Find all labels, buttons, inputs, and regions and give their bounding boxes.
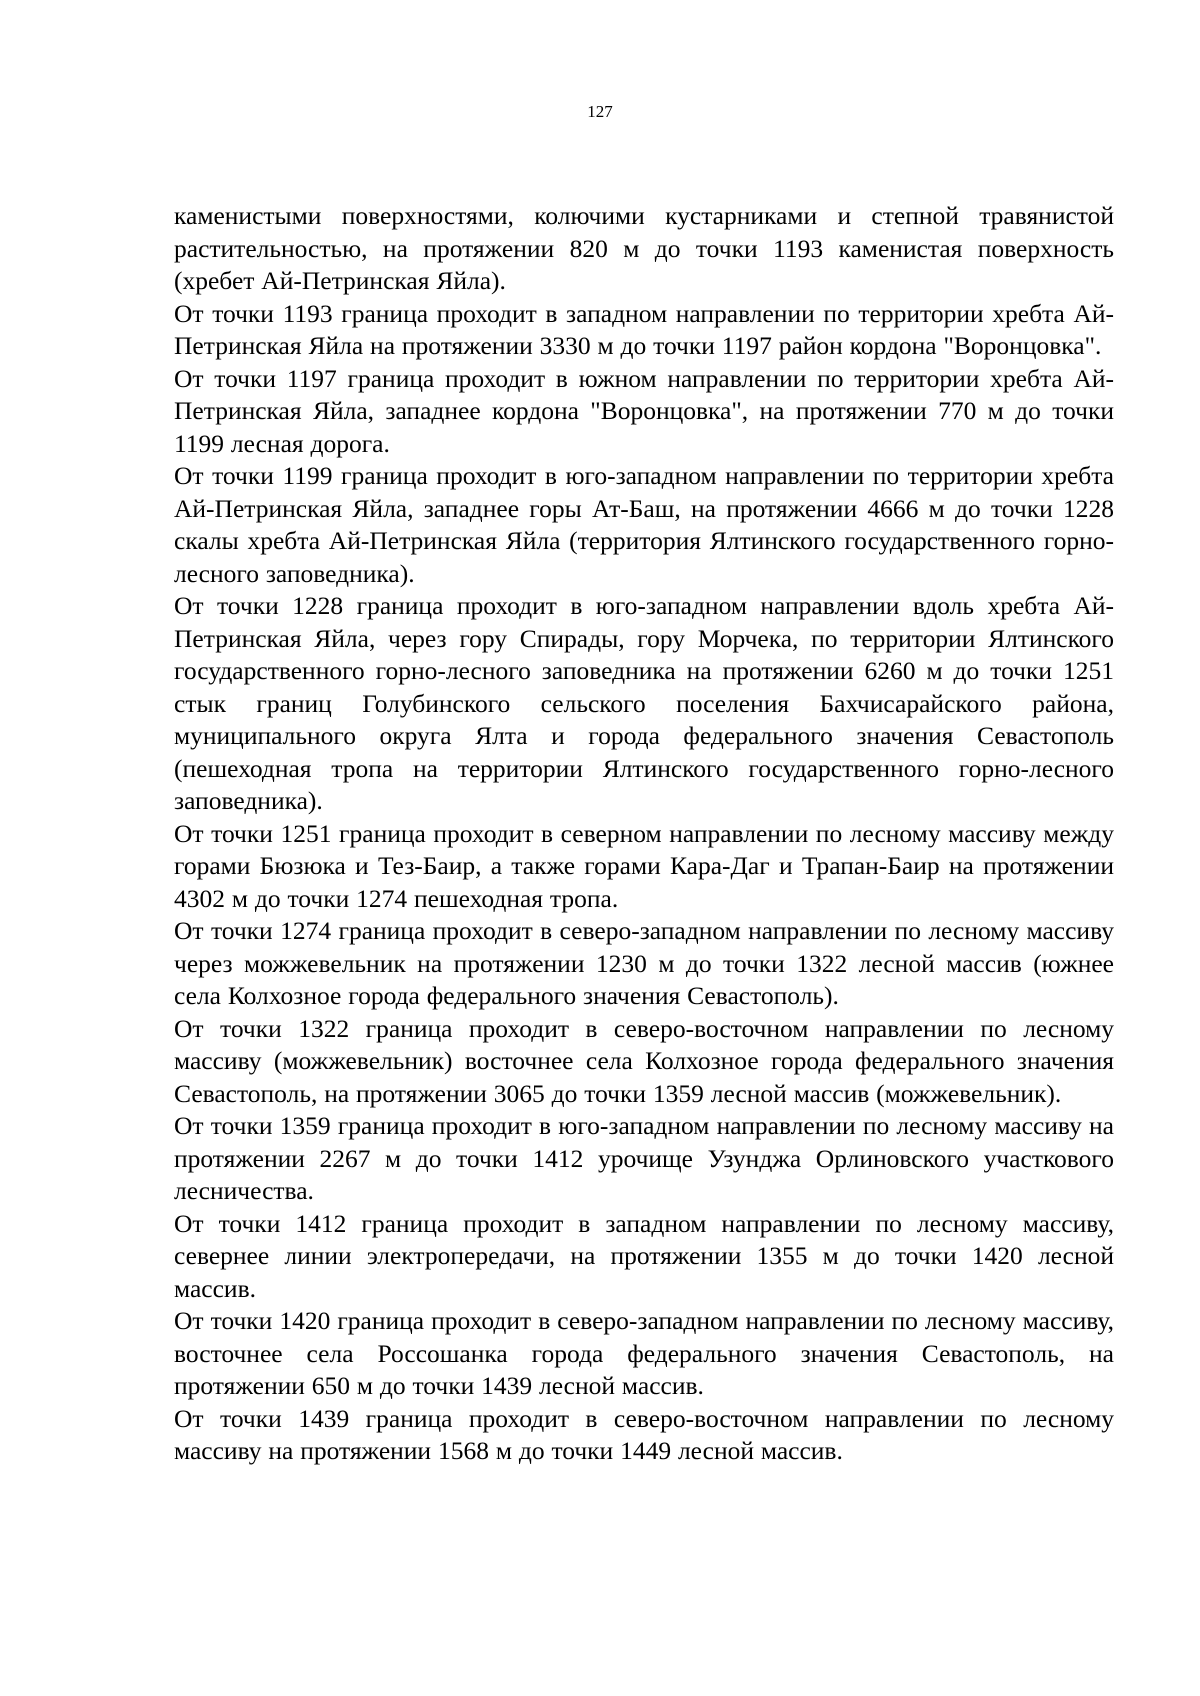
- paragraph: От точки 1228 граница проходит в юго-западном направлении вдоль хребта Ай-Петринская Яйла, через гору Спирады, гору Морчека, по территории Ялтинского государственного горно-лесного заповедника на протяжении 6260 м до точки 1251 стык границ Голубинского сельского поселения Бахчисарайского района, муниципального округа Ялта и города федерального значения Севастополь (пешеходная тропа на территории Ялтинского государственного горно-лесного заповедника).: [174, 591, 1114, 815]
- paragraph: От точки 1412 граница проходит в западном направлении по лесному массиву, севернее линии электропередачи, на протяжении 1355 м до точки 1420 лесной массив.: [174, 1208, 1114, 1303]
- paragraph: От точки 1359 граница проходит в юго-западном направлении по лесному массиву на протяжении 2267 м до точки 1412 урочище Узунджа Орлиновского участкового лесничества.: [174, 1111, 1114, 1205]
- paragraph: От точки 1251 граница проходит в северном направлении по лесному массиву между горами Бюзюка и Тез-Баир, а также горами Кара-Даг и Трапан-Баир на протяжении 4302 м до точки 1274 пешеходная тропа.: [174, 818, 1114, 913]
- paragraph: каменистыми поверхностями, колючими кустарниками и степной травянистой растительностью, на протяжении 820 м до точки 1193 каменистая поверхность (хребет Ай-Петринская Яйла).: [174, 201, 1114, 295]
- paragraph: От точки 1274 граница проходит в северо-западном направлении по лесному массиву через можжевельник на протяжении 1230 м до точки 1322 лесной массив (южнее села Колхозное города федерального значения Севастополь).: [174, 916, 1114, 1010]
- paragraph: От точки 1439 граница проходит в северо-восточном направлении по лесному массиву на протяжении 1568 м до точки 1449 лесной массив.: [174, 1403, 1114, 1465]
- paragraph: От точки 1197 граница проходит в южном направлении по территории хребта Ай-Петринская Яйла, западнее кордона "Воронцовка", на протяжении 770 м до точки 1199 лесная дорога.: [174, 363, 1114, 458]
- paragraph: От точки 1193 граница проходит в западном направлении по территории хребта Ай-Петринская Яйла на протяжении 3330 м до точки 1197 район кордона "Воронцовка".: [174, 298, 1114, 360]
- page-number: 127: [587, 102, 613, 121]
- paragraph: От точки 1199 граница проходит в юго-западном направлении по территории хребта Ай-Петринская Яйла, западнее горы Ат-Баш, на протяжении 4666 м до точки 1228 скалы хребта Ай-Петринская Яйла (территория Ялтинского государственного горно-лесного заповедника).: [174, 461, 1114, 588]
- document-body: [174, 200, 1114, 1468]
- paragraph: От точки 1420 граница проходит в северо-западном направлении по лесному массиву, восточнее села Россошанка города федерального значения Севастополь, на протяжении 650 м до точки 1439 лесной массив.: [174, 1306, 1114, 1400]
- paragraph: От точки 1322 граница проходит в северо-восточном направлении по лесному массиву (можжевельник) восточнее села Колхозное города федерального значения Севастополь, на протяжении 3065 до точки 1359 лесной массив (можжевельник).: [174, 1013, 1114, 1108]
